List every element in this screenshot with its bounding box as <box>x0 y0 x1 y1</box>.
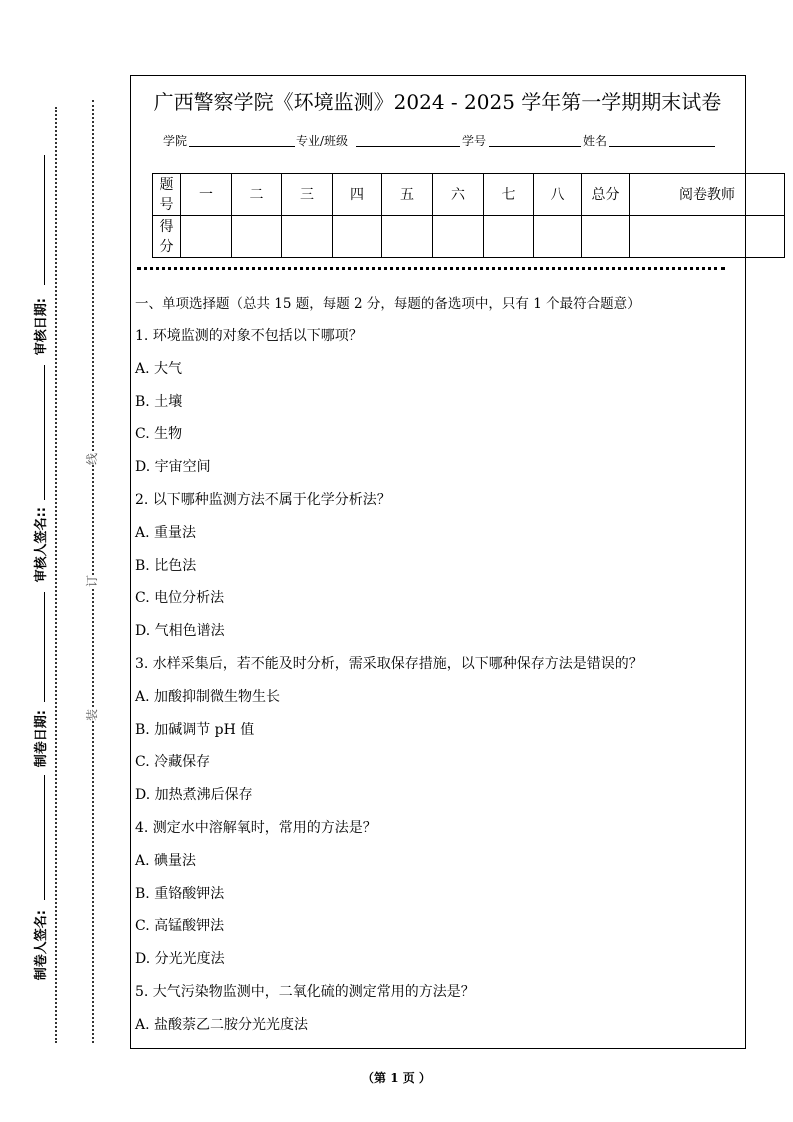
field-label-id: 学号 <box>462 134 487 148</box>
answer-option: A. 大气 <box>135 360 183 377</box>
answer-option: A. 碘量法 <box>135 852 197 869</box>
answer-option: C. 电位分析法 <box>135 590 225 607</box>
col-header: 阅卷教师 <box>630 174 785 216</box>
score-cell[interactable] <box>433 216 484 258</box>
section-heading: 一、单项选择题（总共 15 题，每题 2 分，每题的备选项中，只有 1 个最符合题意） <box>135 296 641 312</box>
score-cell[interactable] <box>181 216 232 258</box>
question-stem: 4. 测定水中溶解氧时，常用的方法是？ <box>135 820 377 836</box>
col-header: 四 <box>333 174 382 216</box>
col-header: 三 <box>282 174 333 216</box>
page-number: （第 1 页 ） <box>362 1071 431 1085</box>
answer-option: D. 分光光度法 <box>135 951 225 968</box>
college-blank[interactable] <box>189 146 295 147</box>
answer-option: C. 冷藏保存 <box>135 754 211 771</box>
reviewer-signature-label: 审核人签名:: <box>34 507 49 583</box>
exam-title: 广西警察学院《环境监测》2024 - 2025 学年第一学期期末试卷 <box>153 90 722 114</box>
answer-option: C. 生物 <box>135 426 183 443</box>
score-cell[interactable] <box>484 216 534 258</box>
score-cell[interactable] <box>333 216 382 258</box>
score-cell[interactable] <box>282 216 333 258</box>
paper-date-label: 制卷日期: <box>34 710 49 768</box>
signature-line <box>44 155 45 285</box>
review-date-label: 审核日期: <box>34 298 49 356</box>
field-label-college: 学院 <box>163 134 188 148</box>
score-cell[interactable] <box>582 216 630 258</box>
binding-char-line: 线 <box>85 452 100 466</box>
score-cell[interactable] <box>232 216 282 258</box>
answer-option: D. 宇宙空间 <box>135 459 211 476</box>
signature-line <box>44 775 45 900</box>
dotted-separator <box>137 267 725 270</box>
binding-dotted-line <box>92 100 94 1043</box>
field-label-class: 专业/班级 <box>296 134 349 148</box>
score-cell[interactable] <box>534 216 582 258</box>
question-stem: 3. 水样采集后，若不能及时分析，需采取保存措施，以下哪种保存方法是错误的？ <box>135 656 643 672</box>
col-header: 五 <box>382 174 433 216</box>
answer-option: C. 高锰酸钾法 <box>135 918 225 935</box>
binding-char-sew: 装 <box>85 708 100 722</box>
answer-option: A. 盐酸萘乙二胺分光光度法 <box>135 1016 309 1033</box>
name-blank[interactable] <box>609 146 715 147</box>
question-stem: 2. 以下哪种监测方法不属于化学分析法？ <box>135 492 391 508</box>
student-id-blank[interactable] <box>489 146 581 147</box>
col-header: 六 <box>433 174 484 216</box>
answer-option: A. 加酸抑制微生物生长 <box>135 688 281 705</box>
signature-line <box>44 592 45 702</box>
answer-option: B. 比色法 <box>135 557 197 574</box>
row-label: 得分 <box>153 216 181 258</box>
score-cell[interactable] <box>630 216 785 258</box>
question-stem: 5. 大气污染物监测中，二氧化硫的测定常用的方法是？ <box>135 984 475 1000</box>
class-blank[interactable] <box>356 146 460 147</box>
question-stem: 1. 环境监测的对象不包括以下哪项？ <box>135 328 363 344</box>
answer-option: B. 重铬酸钾法 <box>135 885 225 902</box>
answer-option: B. 土壤 <box>135 393 183 410</box>
signature-line <box>44 365 45 500</box>
score-row <box>153 216 785 258</box>
col-header: 七 <box>484 174 534 216</box>
answer-option: B. 加碱调节 pH 值 <box>135 721 255 738</box>
binding-char-bind: 订 <box>85 574 100 588</box>
row-label: 题号 <box>153 174 181 216</box>
score-cell[interactable] <box>382 216 433 258</box>
field-label-name: 姓名 <box>583 134 608 148</box>
paper-maker-signature-label: 制卷人签名: <box>34 910 49 981</box>
binding-dotted-line <box>55 107 57 1043</box>
answer-option: D. 气相色谱法 <box>135 623 225 640</box>
col-header: 八 <box>534 174 582 216</box>
col-header: 总分 <box>582 174 630 216</box>
answer-option: D. 加热煮沸后保存 <box>135 787 253 804</box>
answer-option: A. 重量法 <box>135 524 197 541</box>
col-header: 二 <box>232 174 282 216</box>
question-number-row <box>153 174 785 216</box>
col-header: 一 <box>181 174 232 216</box>
score-table <box>152 173 785 258</box>
